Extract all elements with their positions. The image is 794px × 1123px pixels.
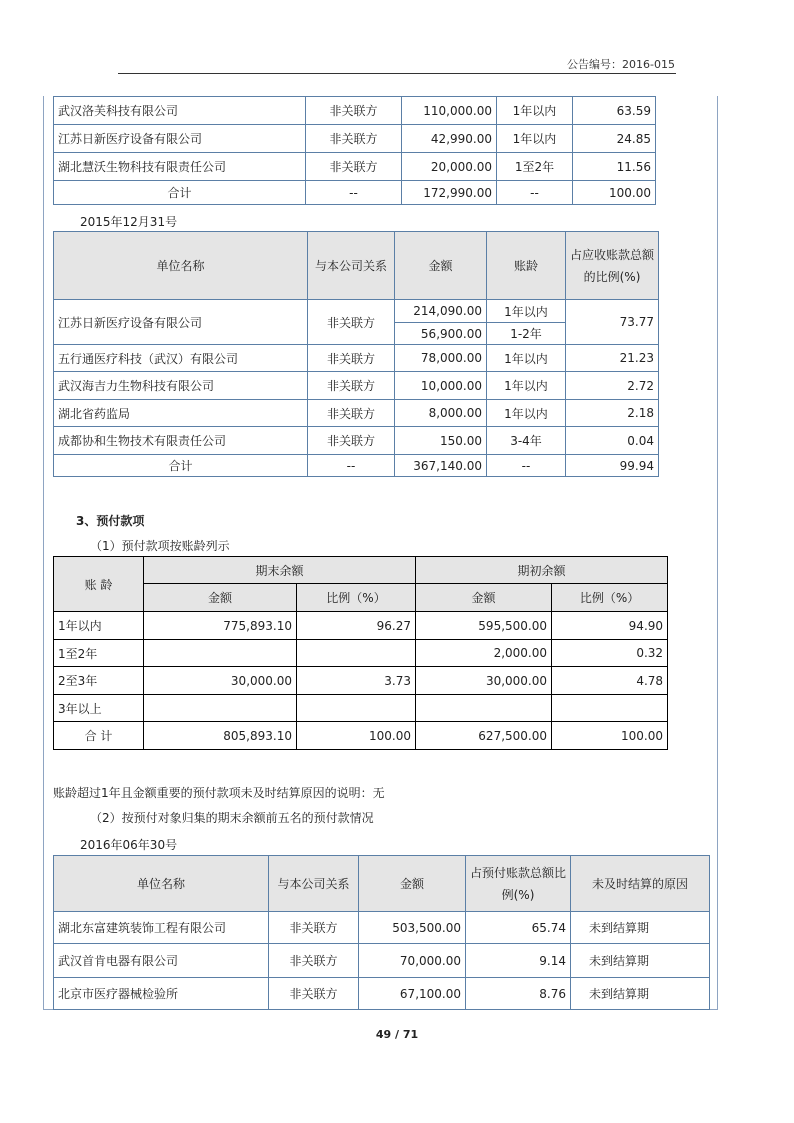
relation: 非关联方 (306, 125, 402, 153)
ratio: 0.04 (566, 427, 659, 455)
age: 1年以内 (487, 300, 566, 323)
age: 3-4年 (487, 427, 566, 455)
age: 1年以内 (497, 125, 573, 153)
table-subheader (54, 584, 668, 612)
amount: 172,990.00 (402, 181, 497, 205)
total-label: 合 计 (54, 722, 144, 750)
amount: 56,900.00 (395, 323, 487, 345)
relation: 非关联方 (269, 912, 359, 944)
begin-ratio (552, 695, 668, 722)
table-row (54, 427, 659, 455)
company-name: 五行通医疗科技（武汉）有限公司 (54, 345, 308, 372)
col-header-reason: 未及时结算的原因 (571, 856, 710, 912)
table-row (54, 612, 668, 640)
company-name: 成都协和生物技术有限责任公司 (54, 427, 308, 455)
relation: 非关联方 (308, 427, 395, 455)
receivables-top5-table-2015 (53, 231, 659, 477)
relation: 非关联方 (269, 944, 359, 978)
age: 1年以内 (487, 345, 566, 372)
amount: 67,100.00 (359, 978, 466, 1010)
ratio: 65.74 (466, 912, 571, 944)
table-header (54, 856, 710, 912)
ratio: 73.77 (566, 300, 659, 345)
col-header-end-ratio: 比例（%） (297, 584, 416, 612)
ratio: 8.76 (466, 978, 571, 1010)
table-row (54, 695, 668, 722)
age: 1-2年 (487, 323, 566, 345)
section-heading-prepayments: 3、预付款项 (76, 514, 145, 528)
age: 1至2年 (497, 153, 573, 181)
begin-ratio: 94.90 (552, 612, 668, 640)
age: -- (497, 181, 573, 205)
table-row (54, 97, 656, 125)
ratio: 63.59 (573, 97, 656, 125)
amount: 110,000.00 (402, 97, 497, 125)
prepayments-aging-table (53, 556, 668, 750)
end-amount: 30,000.00 (144, 667, 297, 695)
amount: 8,000.00 (395, 400, 487, 427)
table-row (54, 372, 659, 400)
table2-date: 2015年12月31号 (80, 215, 178, 229)
ratio: 21.23 (566, 345, 659, 372)
end-amount (144, 695, 297, 722)
table-row (54, 667, 668, 695)
begin-ratio: 0.32 (552, 640, 668, 667)
col-header-name: 单位名称 (54, 232, 308, 300)
ratio: 2.72 (566, 372, 659, 400)
age: 1年以内 (497, 97, 573, 125)
company-name: 湖北东富建筑装饰工程有限公司 (54, 912, 269, 944)
company-name: 武汉洛芙科技有限公司 (54, 97, 306, 125)
age: 1年以内 (487, 372, 566, 400)
begin-amount: 595,500.00 (416, 612, 552, 640)
reason: 未到结算期 (571, 978, 710, 1010)
relation: -- (308, 455, 395, 477)
total-row (54, 181, 656, 205)
reason: 未到结算期 (571, 912, 710, 944)
col-header-ratio: 占应收账款总额的比例(%) (566, 232, 659, 300)
begin-amount: 627,500.00 (416, 722, 552, 750)
company-name: 湖北省药监局 (54, 400, 308, 427)
amount: 20,000.00 (402, 153, 497, 181)
table-row (54, 345, 659, 372)
end-ratio: 96.27 (297, 612, 416, 640)
age: 3年以上 (54, 695, 144, 722)
table-row (54, 912, 710, 944)
receivables-top5-table-continued (53, 96, 656, 205)
amount: 42,990.00 (402, 125, 497, 153)
begin-amount (416, 695, 552, 722)
end-ratio (297, 695, 416, 722)
ratio: 2.18 (566, 400, 659, 427)
col-header-name: 单位名称 (54, 856, 269, 912)
table-row (54, 978, 710, 1010)
amount: 70,000.00 (359, 944, 466, 978)
subheading-top5: （2）按预付对象归集的期末余额前五名的预付款情况 (90, 811, 374, 825)
age: 1年以内 (487, 400, 566, 427)
begin-amount: 2,000.00 (416, 640, 552, 667)
total-label: 合计 (54, 181, 306, 205)
col-header-relation: 与本公司关系 (308, 232, 395, 300)
col-header-age: 账 龄 (54, 557, 144, 612)
age: 1至2年 (54, 640, 144, 667)
end-ratio: 3.73 (297, 667, 416, 695)
end-amount (144, 640, 297, 667)
relation: 非关联方 (306, 97, 402, 125)
table-row (54, 640, 668, 667)
col-header-amount: 金额 (395, 232, 487, 300)
col-header-begin-balance: 期初余额 (416, 557, 668, 584)
notice-number: 公告编号：2016-015 (567, 58, 675, 71)
end-ratio: 100.00 (297, 722, 416, 750)
prepayments-top5-table (53, 855, 710, 1010)
ratio: 9.14 (466, 944, 571, 978)
table-header (54, 557, 668, 584)
relation: 非关联方 (269, 978, 359, 1010)
age: 1年以内 (54, 612, 144, 640)
col-header-begin-amount: 金额 (416, 584, 552, 612)
col-header-end-amount: 金额 (144, 584, 297, 612)
end-amount: 805,893.10 (144, 722, 297, 750)
reason: 未到结算期 (571, 944, 710, 978)
relation: 非关联方 (308, 300, 395, 345)
relation: 非关联方 (308, 345, 395, 372)
subheading-aging: （1）预付款项按账龄列示 (90, 539, 230, 553)
relation: 非关联方 (306, 153, 402, 181)
total-label: 合计 (54, 455, 308, 477)
begin-ratio: 4.78 (552, 667, 668, 695)
company-name: 武汉首肯电器有限公司 (54, 944, 269, 978)
col-header-amount: 金额 (359, 856, 466, 912)
ratio: 100.00 (573, 181, 656, 205)
relation: -- (306, 181, 402, 205)
company-name: 江苏日新医疗设备有限公司 (54, 300, 308, 345)
begin-ratio: 100.00 (552, 722, 668, 750)
table-row (54, 153, 656, 181)
table-row (54, 400, 659, 427)
table4-date: 2016年06年30号 (80, 838, 178, 852)
amount: 503,500.00 (359, 912, 466, 944)
overdue-note: 账龄超过1年且金额重要的预付款项未及时结算原因的说明：无 (53, 786, 385, 800)
col-header-end-balance: 期末余额 (144, 557, 416, 584)
col-header-relation: 与本公司关系 (269, 856, 359, 912)
total-row (54, 722, 668, 750)
amount: 78,000.00 (395, 345, 487, 372)
amount: 10,000.00 (395, 372, 487, 400)
table-row (54, 300, 659, 323)
ratio: 24.85 (573, 125, 656, 153)
ratio: 11.56 (573, 153, 656, 181)
company-name: 江苏日新医疗设备有限公司 (54, 125, 306, 153)
end-amount: 775,893.10 (144, 612, 297, 640)
amount: 367,140.00 (395, 455, 487, 477)
relation: 非关联方 (308, 400, 395, 427)
table-row (54, 125, 656, 153)
col-header-age: 账龄 (487, 232, 566, 300)
col-header-ratio: 占预付账款总额比例(%) (466, 856, 571, 912)
company-name: 北京市医疗器械检验所 (54, 978, 269, 1010)
amount: 150.00 (395, 427, 487, 455)
age: 2至3年 (54, 667, 144, 695)
amount: 214,090.00 (395, 300, 487, 323)
ratio: 99.94 (566, 455, 659, 477)
company-name: 武汉海吉力生物科技有限公司 (54, 372, 308, 400)
table-header (54, 232, 659, 300)
begin-amount: 30,000.00 (416, 667, 552, 695)
page-number: 49 / 71 (375, 1028, 419, 1041)
end-ratio (297, 640, 416, 667)
col-header-begin-ratio: 比例（%） (552, 584, 668, 612)
relation: 非关联方 (308, 372, 395, 400)
total-row (54, 455, 659, 477)
header-rule (118, 73, 676, 74)
age: -- (487, 455, 566, 477)
company-name: 湖北慧沃生物科技有限责任公司 (54, 153, 306, 181)
table-row (54, 944, 710, 978)
